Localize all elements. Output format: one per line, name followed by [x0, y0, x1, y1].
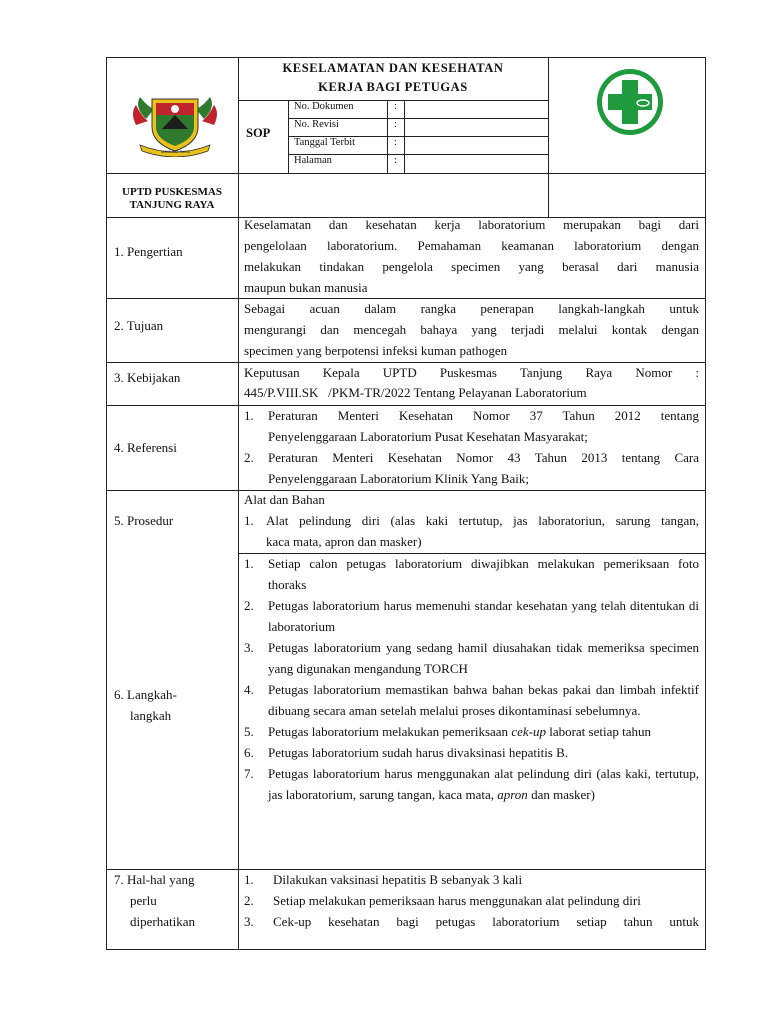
- list-number: 1.: [244, 408, 254, 423]
- referensi-item-text: Penyelenggaraan Laboratorium Klinik Yang Baik;: [268, 471, 530, 486]
- meta-no-dokumen-label: No. Dokumen: [294, 101, 354, 112]
- hal-label-line: perlu: [130, 893, 157, 908]
- langkah-item-text: Petugas laboratorium memastikan bahwa bahan bekas pakai dan limbah infektif dibuang secara aman setelah melalui proses dikontaminasi sebelumnya.: [268, 682, 699, 718]
- unit-name: [106, 186, 238, 212]
- referensi-item: [244, 447, 699, 489]
- meta-colon: :: [394, 155, 397, 166]
- kebijakan-line: 445/P.VIII.SK /PKM-TR/2022 Tentang Pelayanan Laboratorium: [244, 385, 587, 400]
- langkah-item: [244, 763, 699, 805]
- hal-label-line: 7. Hal-hal yang: [114, 872, 195, 887]
- referensi-item-text: Peraturan Menteri Kesehatan Nomor 37 Tahun 2012 tentang: [268, 408, 699, 423]
- langkah-item: [244, 679, 699, 721]
- langkah-label-line: 6. Langkah-: [114, 687, 177, 702]
- emblem-ribbon-text: TANJUNG RAYA: [159, 149, 191, 154]
- langkah-item-text: Petugas laboratorium yang sedang hamil diusahakan tidak memeriksa specimen yang digunakan mengandung TORCH: [268, 640, 699, 676]
- list-number: 1.: [244, 872, 254, 887]
- meta-colon: :: [394, 101, 397, 112]
- kebijakan-line: Keputusan Kepala UPTD Puskesmas Tanjung Raya Nomor :: [244, 365, 699, 380]
- langkah-item-text: laborat setiap tahun: [545, 724, 652, 739]
- langkah-item: [244, 721, 699, 742]
- langkah-item-text: Petugas laboratorium harus memenuhi standar kesehatan yang telah ditentukan di laboratorium: [268, 598, 699, 634]
- langkah-item: [244, 637, 699, 679]
- section-content-hal: [244, 869, 699, 949]
- langkah-item: [244, 553, 699, 595]
- sop-label: SOP: [246, 126, 271, 140]
- list-number: 5.: [244, 724, 254, 739]
- langkah-item-text: Petugas laboratorium melakukan pemeriksaan: [268, 724, 512, 739]
- list-number: 7.: [244, 766, 254, 781]
- prosedur-item: [244, 510, 699, 552]
- header-bottom-line: [106, 173, 706, 174]
- section-content-kebijakan: [244, 363, 699, 403]
- list-number: 3.: [244, 914, 254, 929]
- document-title: [238, 59, 548, 97]
- pengertian-line: melakukan tindakan pengelola specimen yang berasal dari manusia: [244, 259, 699, 274]
- hal-item: [244, 890, 699, 911]
- pengertian-line: Keselamatan dan kesehatan kerja laboratorium merupakan bagi dari: [244, 217, 699, 232]
- title-line-2: KERJA BAGI PETUGAS: [318, 80, 468, 94]
- label-column-divider: [238, 57, 239, 490]
- hal-item-text: Cek-up kesehatan bagi petugas laboratorium setiap tahun untuk: [273, 914, 699, 929]
- section-content-tujuan: [244, 298, 699, 361]
- section-label-hal: [114, 869, 195, 932]
- meta-tanggal-terbit-label: Tanggal Terbit: [294, 137, 356, 148]
- langkah-item-emphasis: cek-up: [511, 724, 546, 739]
- label-column-divider-lower: [238, 490, 239, 950]
- tujuan-line: mengurangi dan mencegah bahaya yang terjadi melalui kontak dengan: [244, 322, 699, 337]
- regency-emblem-logo: [126, 85, 224, 157]
- langkah-item: [244, 742, 699, 763]
- list-number: 2.: [244, 598, 254, 613]
- unit-name-line-2: TANJUNG RAYA: [129, 199, 215, 211]
- langkah-item-emphasis: apron: [497, 787, 528, 802]
- prosedur-item-text: kaca mata, apron dan masker): [266, 534, 422, 549]
- langkah-item-text: Setiap calon petugas laboratorium diwajibkan melakukan pemeriksaan foto thoraks: [268, 556, 699, 592]
- unit-name-line-1: UPTD PUSKESMAS: [122, 186, 222, 198]
- list-number: 4.: [244, 682, 254, 697]
- title-divider: [238, 100, 548, 101]
- section-label-kebijakan: 3. Kebijakan: [114, 370, 181, 385]
- pengertian-line: pengelolaan laboratorium. Pemahaman keamanan laboratorium dengan: [244, 238, 699, 253]
- referensi-item: [244, 405, 699, 447]
- prosedur-heading: Alat dan Bahan: [244, 492, 325, 507]
- langkah-item-text: Petugas laboratorium harus menggunakan alat pelindung diri (alas kaki, tertutup, jas laboratorium, sarung tangan, kaca mata,: [268, 766, 699, 802]
- hal-label-line: diperhatikan: [130, 914, 195, 929]
- title-line-1: KESELAMATAN DAN KESEHATAN: [282, 61, 504, 75]
- section-content-referensi: [244, 405, 699, 489]
- hal-item: [244, 911, 699, 932]
- list-number: 6.: [244, 745, 254, 760]
- section-content-pengertian: [244, 214, 699, 298]
- meta-colon: :: [394, 137, 397, 148]
- list-number: 2.: [244, 893, 254, 908]
- section-content-prosedur: [244, 489, 699, 552]
- prosedur-item-text: Alat pelindung diri (alas kaki tertutup, jas laboratoriun, sarung tangan,: [266, 513, 699, 528]
- meta-no-revisi-label: No. Revisi: [294, 119, 339, 130]
- langkah-label-line: langkah: [130, 708, 172, 723]
- referensi-item-text: Penyelenggaraan Laboratorium Pusat Kesehatan Masyarakat;: [268, 429, 588, 444]
- puskesmas-cross-logo: [586, 66, 678, 138]
- tujuan-line: Sebagai acuan dalam rangka penerapan langkah-langkah untuk: [244, 301, 699, 316]
- list-number: 1.: [244, 556, 254, 571]
- hal-item-text: Dilakukan vaksinasi hepatitis B sebanyak 3 kali: [273, 872, 523, 887]
- tujuan-line: specimen yang berpotensi infeksi kuman pathogen: [244, 343, 508, 358]
- section-label-referensi: 4. Referensi: [114, 440, 177, 455]
- section-label-prosedur: 5. Prosedur: [114, 513, 174, 528]
- header-right-divider: [548, 57, 549, 217]
- referensi-item-text: Peraturan Menteri Kesehatan Nomor 43 Tahun 2013 tentang Cara: [268, 450, 699, 465]
- list-number: 3.: [244, 640, 254, 655]
- meta-colon: :: [394, 119, 397, 130]
- langkah-item-text: Petugas laboratorium sudah harus divaksinasi hepatitis B.: [268, 745, 569, 760]
- section-content-langkah: [244, 553, 699, 805]
- section-label-langkah: [114, 684, 177, 726]
- section-label-tujuan: 2. Tujuan: [114, 318, 164, 333]
- section-label-pengertian: 1. Pengertian: [114, 244, 183, 259]
- langkah-item-text: dan masker): [527, 787, 595, 802]
- hal-item-text: Setiap melakukan pemeriksaan harus menggunakan alat pelindung diri: [273, 893, 641, 908]
- meta-halaman-label: Halaman: [294, 155, 332, 166]
- list-number: 1.: [244, 513, 254, 528]
- langkah-item: [244, 595, 699, 637]
- pengertian-line: maupun bukan manusia: [244, 280, 368, 295]
- hal-item: [244, 869, 699, 890]
- list-number: 2.: [244, 450, 254, 465]
